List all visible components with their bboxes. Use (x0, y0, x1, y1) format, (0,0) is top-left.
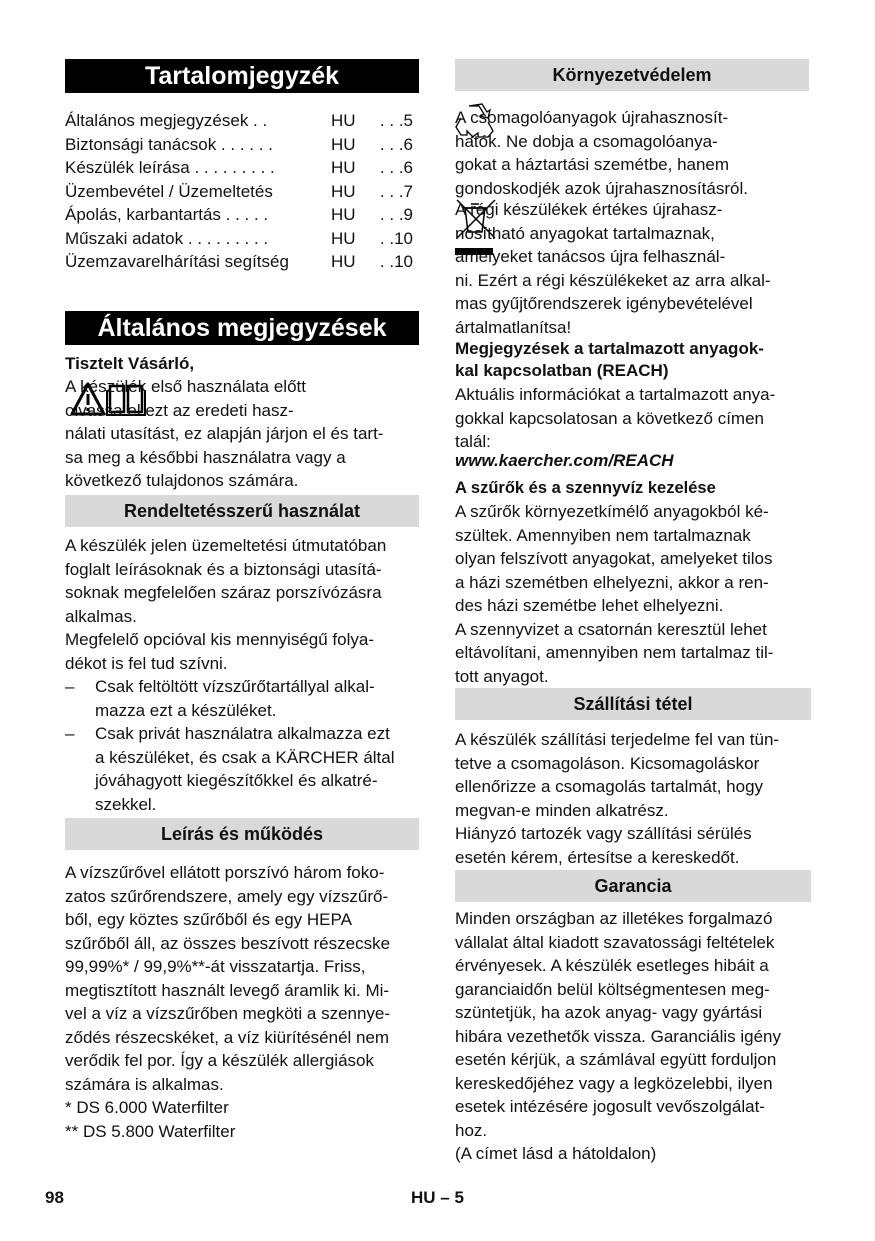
text-line: a házi szemétben elhelyezni, akkor a ren- (455, 572, 769, 592)
toc-title: Üzembevétel / Üzemeltetés (65, 181, 273, 201)
text-line: tott anyagot. (455, 666, 549, 686)
text-line: olvassa el ezt az eredeti hasz- (65, 400, 294, 420)
text-line: A szűrők környezetkímélő anyagokból ké- (455, 502, 769, 521)
text-line: * DS 6.000 Waterfilter (65, 1098, 229, 1117)
text-line: A készülék szállítási terjedelme fel van tün- (455, 730, 780, 749)
text-line: vállalat által kiadott szavatossági feltételek (455, 932, 775, 952)
toc-lang: HU (331, 205, 356, 224)
text-line: hoz. (455, 1120, 488, 1140)
toc-lang: HU (331, 134, 356, 154)
text-line: Hiányzó tartozék vagy szállítási sérülés (455, 824, 752, 843)
bullet-dash: – (65, 677, 75, 696)
text-line: kereskedőjéhez vagy a legközelebbi, ilyen (455, 1073, 773, 1093)
text-line: Minden országban az illetékes forgalmazó (455, 909, 773, 928)
warranty-text (455, 907, 811, 1166)
text-line: hatók. Ne dobja a csomagolóanya- (455, 131, 718, 151)
text-line: következő tulajdonos számára. (65, 471, 299, 490)
text-line: szűrőből áll, az összes beszívott részecske (65, 933, 391, 953)
text-line: (A címet lásd a hátoldalon) (455, 1144, 657, 1163)
text-line: jóváhagyott kiegészítőkkel és alkatré- (95, 771, 378, 790)
toc-page: . .10 (379, 228, 413, 248)
text-line: A szennyvizet a csatornán keresztül lehet (455, 619, 767, 639)
text-line: A készülék első használata előtt (65, 377, 306, 396)
text-line: A csomagolóanyagok újrahasznosít- (455, 108, 729, 127)
toc-lang: HU (331, 181, 356, 201)
text-line: A régi készülékek értékes újrahasz- (455, 200, 723, 219)
text-line: Megjegyzések a tartalmazott anyagok- (455, 339, 764, 358)
toc-lang: HU (331, 158, 356, 177)
toc-lang: HU (331, 252, 356, 271)
toc-row[interactable] (65, 227, 413, 251)
reach-text (455, 383, 811, 454)
text-line: mazza ezt a készüléket. (95, 700, 277, 720)
toc-page: . . .5 (379, 111, 413, 130)
text-line: számára is alkalmas. (65, 1074, 224, 1094)
text-line: Csak privát használatra alkalmazza ezt (95, 724, 390, 743)
text-line: szekkel. (95, 794, 157, 814)
toc-row[interactable] (65, 156, 413, 180)
text-line: gondoskodjék azok újrahasznosításról. (455, 178, 748, 198)
text-line: szültek. Amennyiben nem tartalmaznak (455, 525, 751, 545)
toc-row[interactable] (65, 203, 413, 227)
text-line: Aktuális információkat a tartalmazott anya- (455, 385, 776, 404)
toc-lang: HU (331, 228, 356, 248)
text-line: 99,99%* / 99,9%**-át visszatartja. Friss, (65, 957, 366, 976)
environment-heading: Környezetvédelem (455, 59, 809, 91)
text-line: ződés részecskéket, a víz kiürítésénél nem (65, 1027, 390, 1047)
toc-row[interactable] (65, 180, 413, 204)
delivery-text (455, 728, 811, 869)
toc-title: Készülék leírása . . . . . . . . . (65, 158, 275, 177)
toc-page: . . .6 (379, 158, 413, 177)
text-line: tetve a csomagoláson. Kicsomagoláskor (455, 753, 760, 773)
toc-row[interactable] (65, 109, 413, 133)
bullet-dash: – (65, 724, 75, 743)
text-line: ** DS 5.800 Waterfilter (65, 1121, 236, 1141)
general-text (65, 375, 421, 493)
section-page: HU – 5 (411, 1188, 464, 1207)
text-line: Megfelelő opcióval kis mennyiségű folya- (65, 630, 374, 649)
delivery-heading: Szállítási tétel (455, 688, 811, 720)
toc-title: Általános megjegyzések . . (65, 111, 268, 130)
toc-lang: HU (331, 111, 356, 130)
text-line: hibára vezethetők vissza. Garanciális igény (455, 1026, 781, 1046)
text-line: foglalt leírásoknak és a biztonsági utasítá- (65, 559, 382, 579)
toc-heading: Tartalomjegyzék (65, 59, 419, 93)
text-line: zatos szűrőrendszere, amely egy vízszűrő- (65, 886, 389, 906)
text-line: a készüléket, és csak a KÄRCHER által (95, 747, 395, 767)
text-line: esetek intézésére jogosult vevőszolgálat- (455, 1097, 765, 1116)
reach-link[interactable]: www.kaercher.com/REACH (455, 451, 674, 470)
intended-use-heading: Rendeltetésszerű használat (65, 495, 419, 527)
text-line: nosítható anyagokat tartalmaznak, (455, 223, 715, 243)
text-line: Csak feltöltött vízszűrőtartállyal alkal- (95, 677, 375, 696)
text-line: dékot is fel tud szívni. (65, 653, 228, 673)
text-line: mas gyűjtőrendszerek igénybevételével (455, 294, 753, 313)
filters-heading: A szűrők és a szennyvíz kezelése (455, 479, 716, 497)
toc-row[interactable] (65, 250, 413, 274)
toc-page: . .10 (379, 252, 413, 271)
toc-title: Műszaki adatok . . . . . . . . . (65, 228, 269, 248)
description-text (65, 861, 421, 1143)
text-line: talál: (455, 432, 491, 451)
packaging-text (455, 106, 811, 200)
text-line: érvényesek. A készülék esetleges hibáit a (455, 956, 769, 975)
toc-title: Ápolás, karbantartás . . . . . (65, 205, 269, 224)
warranty-heading: Garancia (455, 870, 811, 902)
greeting: Tisztelt Vásárló, (65, 354, 195, 373)
text-line: A készülék jelen üzemeltetési útmutatóban (65, 536, 387, 555)
page-number: 98 (45, 1188, 64, 1207)
toc-page: . . .9 (379, 205, 413, 224)
intended-use-text (65, 534, 421, 816)
text-line: esetén kérem, értesítse a kereskedőt. (455, 847, 740, 867)
toc-page: . . .6 (379, 134, 413, 154)
text-line: des házi szemétbe lehet elhelyezni. (455, 596, 724, 615)
text-line: ellenőrizze a csomagolás tartalmát, hogy (455, 777, 764, 796)
text-line: szüntetjük, ha azok anyag- vagy gyártási (455, 1003, 763, 1022)
text-line: soknak megfelelően száraz porszívózásra (65, 583, 382, 602)
general-heading: Általános megjegyzések (65, 311, 419, 345)
text-line: gokkal kapcsolatosan a következő címen (455, 408, 765, 428)
filters-text (455, 500, 811, 688)
text-line: ni. Ezért a régi készülékeket az arra alkal- (455, 270, 771, 290)
old-devices-text (455, 198, 811, 339)
toc-row[interactable] (65, 133, 413, 157)
text-line: olyan felszívott anyagokat, amelyeket tilos (455, 549, 773, 568)
description-heading: Leírás és működés (65, 818, 419, 850)
toc-page: . . .7 (379, 181, 413, 201)
text-line: megtisztított használt levegő áramlik ki. Mi- (65, 980, 390, 1000)
text-line: eltávolítani, amennyiben nem tartalmaz til- (455, 643, 774, 662)
text-line: kal kapcsolatban (REACH) (455, 361, 669, 380)
text-line: sa meg a későbbi használatra vagy a (65, 447, 346, 467)
bullet-item (65, 722, 421, 816)
text-line: esetén kérjük, a számlával együtt forduljon (455, 1050, 777, 1069)
text-line: gokat a háztartási szemétbe, hanem (455, 155, 730, 174)
text-line: garanciaidőn belül költségmentesen meg- (455, 979, 770, 999)
reach-heading (455, 338, 811, 382)
toc-list (65, 109, 413, 274)
toc-title: Biztonsági tanácsok . . . . . . (65, 134, 273, 154)
text-line: alkalmas. (65, 606, 137, 626)
text-line: nálati utasítást, ez alapján járjon el és tart- (65, 424, 384, 443)
bullet-item (65, 675, 421, 722)
text-line: vel a víz a vízszűrőben megköti a szennye- (65, 1004, 391, 1023)
text-line: amelyeket tanácsos újra felhasznál- (455, 247, 726, 266)
text-line: megvan-e minden alkatrész. (455, 800, 669, 820)
text-line: ártalmatlanítsa! (455, 317, 572, 337)
text-line: ből, egy köztes szűrőből és egy HEPA (65, 910, 352, 929)
text-line: A vízszűrővel ellátott porszívó három foko- (65, 863, 385, 882)
text-line: verődik fel por. Így a készülék allergiások (65, 1051, 374, 1070)
toc-title: Üzemzavarelhárítási segítség (65, 252, 289, 271)
